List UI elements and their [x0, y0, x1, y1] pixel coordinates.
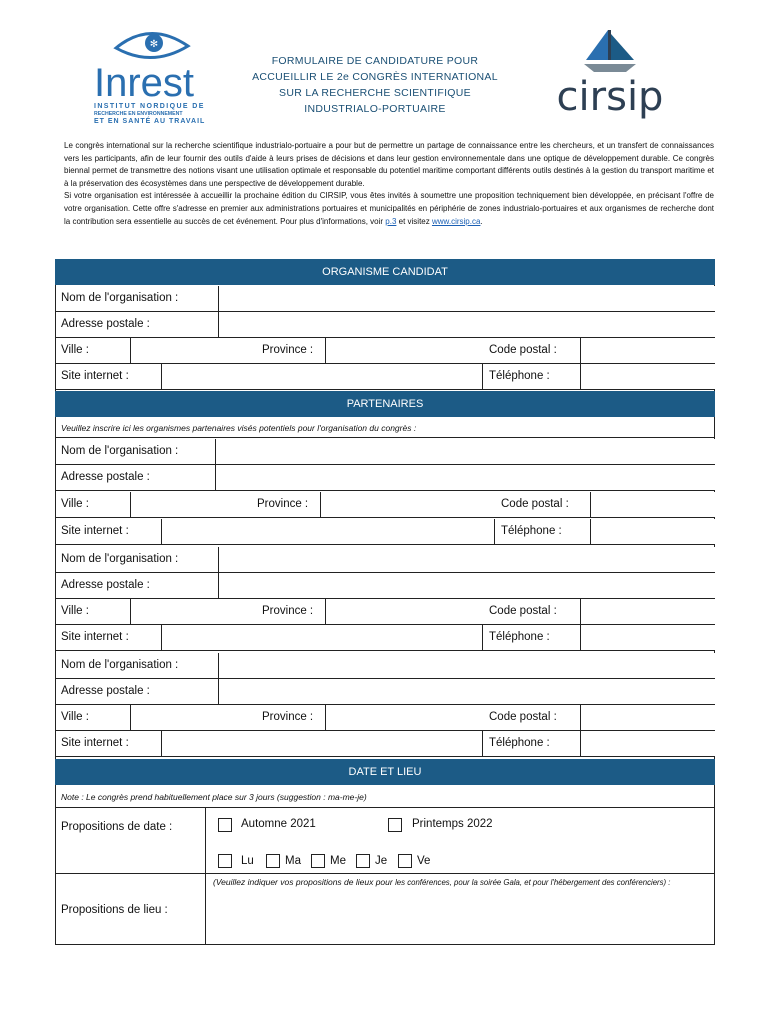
- day-lu-checkbox[interactable]: [218, 854, 232, 868]
- day-me-checkbox[interactable]: [311, 854, 325, 868]
- section-partners: PARTENAIRES: [55, 391, 715, 417]
- partner1-postal-field[interactable]: [590, 492, 715, 517]
- candidate-address-field[interactable]: [218, 312, 715, 337]
- candidate-website-field[interactable]: [161, 364, 483, 389]
- svg-text:INSTITUT NORDIQUE DE: INSTITUT NORDIQUE DE: [94, 103, 205, 110]
- candidate-phone-field[interactable]: [580, 364, 715, 389]
- inrest-wordmark: Inrest: [94, 61, 195, 105]
- candidate-postal-field[interactable]: [580, 338, 715, 363]
- svg-text:ET EN SANTÉ AU TRAVAIL: ET EN SANTÉ AU TRAVAIL: [94, 118, 206, 125]
- partner1-address-row: Adresse postale :: [55, 465, 715, 491]
- day-ve-checkbox[interactable]: [398, 854, 412, 868]
- partner2-website-field[interactable]: [161, 625, 483, 650]
- form-title: FORMULAIRE DE CANDIDATURE POUR ACCUEILLIR LE 2e CONGRÈS INTERNATIONAL SUR LA RECHERCHE SCIENTIFIQUE INDUSTRIALO-PORTUAIRE: [252, 55, 498, 115]
- partner2-org-row: Nom de l'organisation :: [55, 547, 715, 573]
- inrest-logo: [88, 26, 218, 126]
- place-proposals-label: Propositions de lieu :: [61, 904, 168, 916]
- partner1-phone-field[interactable]: [590, 519, 715, 544]
- partner1-website-field[interactable]: [161, 519, 495, 544]
- candidate-web-row: Site internet : Téléphone :: [55, 364, 715, 390]
- partner3-city-row: Ville : Province : Code postal :: [55, 705, 715, 731]
- candidate-address-row: Adresse postale :: [55, 312, 715, 338]
- svg-text:✻: ✻: [149, 39, 159, 50]
- date-proposals-row: Propositions de date : Automne 2021 Printemps 2022 Lu Ma Me Je Ve: [55, 808, 715, 874]
- partner1-province-field[interactable]: [320, 492, 495, 517]
- candidate-org-name-field[interactable]: [218, 286, 715, 311]
- section-candidate: ORGANISME CANDIDAT: [55, 259, 715, 285]
- partner3-phone-field[interactable]: [580, 731, 715, 756]
- candidate-province-field[interactable]: [325, 338, 483, 363]
- partner3-org-row: Nom de l'organisation :: [55, 653, 715, 679]
- partner3-web-row: Site internet : Téléphone :: [55, 731, 715, 757]
- svg-text:RECHERCHE EN ENVIRONNEMENT: RECHERCHE EN ENVIRONNEMENT: [94, 111, 183, 117]
- partner3-org-name-field[interactable]: [218, 653, 715, 678]
- partner1-city-row: Ville : Province : Code postal :: [55, 492, 715, 518]
- partner2-city-row: Ville : Province : Code postal :: [55, 599, 715, 625]
- spring-2022-checkbox[interactable]: [388, 818, 402, 832]
- day-ma-checkbox[interactable]: [266, 854, 280, 868]
- candidate-city-row: Ville : Province : Code postal :: [55, 338, 715, 364]
- partner2-org-name-field[interactable]: [218, 547, 715, 572]
- page-3-link[interactable]: p.3: [385, 216, 397, 226]
- partner2-postal-field[interactable]: [580, 599, 715, 624]
- partner3-city-field[interactable]: [130, 705, 256, 730]
- partner1-city-field[interactable]: [130, 492, 251, 517]
- partner2-web-row: Site internet : Téléphone :: [55, 625, 715, 651]
- day-je-checkbox[interactable]: [356, 854, 370, 868]
- date-proposals-label: Propositions de date :: [61, 821, 173, 833]
- partner3-website-field[interactable]: [161, 731, 483, 756]
- partners-note: Veuillez inscrire ici les organismes partenaires visés potentiels pour l'organisation du congrès :: [55, 418, 715, 438]
- place-proposals-field[interactable]: (Veuillez indiquer vos propositions de lieux pour les conférences, pour la soirée Gala, et pour l'hébergement des conférenciers) :: [213, 877, 671, 887]
- partner1-web-row: Site internet : Téléphone :: [55, 519, 715, 545]
- cirsip-logo: [548, 28, 678, 120]
- cirsip-website-link[interactable]: www.cirsip.ca: [431, 216, 481, 226]
- partner3-postal-field[interactable]: [580, 705, 715, 730]
- partner1-org-name-field[interactable]: [215, 439, 715, 464]
- candidate-org-row: Nom de l'organisation :: [55, 286, 715, 312]
- partner2-address-field[interactable]: [218, 573, 715, 598]
- partner2-address-row: Adresse postale :: [55, 573, 715, 599]
- partner2-province-field[interactable]: [325, 599, 483, 624]
- partner1-address-field[interactable]: [215, 465, 715, 490]
- candidate-city-field[interactable]: [130, 338, 256, 363]
- partner1-org-row: Nom de l'organisation :: [55, 439, 715, 465]
- place-proposals-row: [55, 874, 715, 945]
- partner3-address-row: Adresse postale :: [55, 679, 715, 705]
- intro-text: Le congrès international sur la recherche scientifique industrialo-portuaire a pour but de permettre un partage de connaissance entre les chercheurs, et un transfert de connaissances vers les participants, afin de leur fournir des outils d'aide à leurs prises de décisions et dans leur gestion environnementale dans une optique de développement durable. Ce congrès biennal permet de transmettre des notions visant une utilisation optimale et responsable du potentiel maritime comportant différents outils destinés à la gestion du transport maritime et à la préservation des écosystèmes dans une perspective de développement durable. Si votre organisation est intéressée à accueillir la prochaine édition du CIRSIP, vous êtes invités à soumettre une proposition techniquement bien développée, en précisant l'offre de votre organisation. Cette offre s'adresse en premier aux administrations portuaires et municipalités en périphérie de zones industrialo-portuaires et aux organismes de recherche dont la contribution sera essentielle au succès de cet événement. Pour plus d'informations, voir p.3 et visitez www.cirsip.ca.: [64, 141, 714, 226]
- partner3-address-field[interactable]: [218, 679, 715, 704]
- cirsip-wordmark: cirsip: [556, 74, 664, 120]
- autumn-2021-checkbox[interactable]: [218, 818, 232, 832]
- partner2-phone-field[interactable]: [580, 625, 715, 650]
- partner3-province-field[interactable]: [325, 705, 483, 730]
- date-note: Note : Le congrès prend habituellement place sur 3 jours (suggestion : ma-me-je): [55, 786, 715, 808]
- partner2-city-field[interactable]: [130, 599, 256, 624]
- section-date-place: DATE ET LIEU: [55, 759, 715, 785]
